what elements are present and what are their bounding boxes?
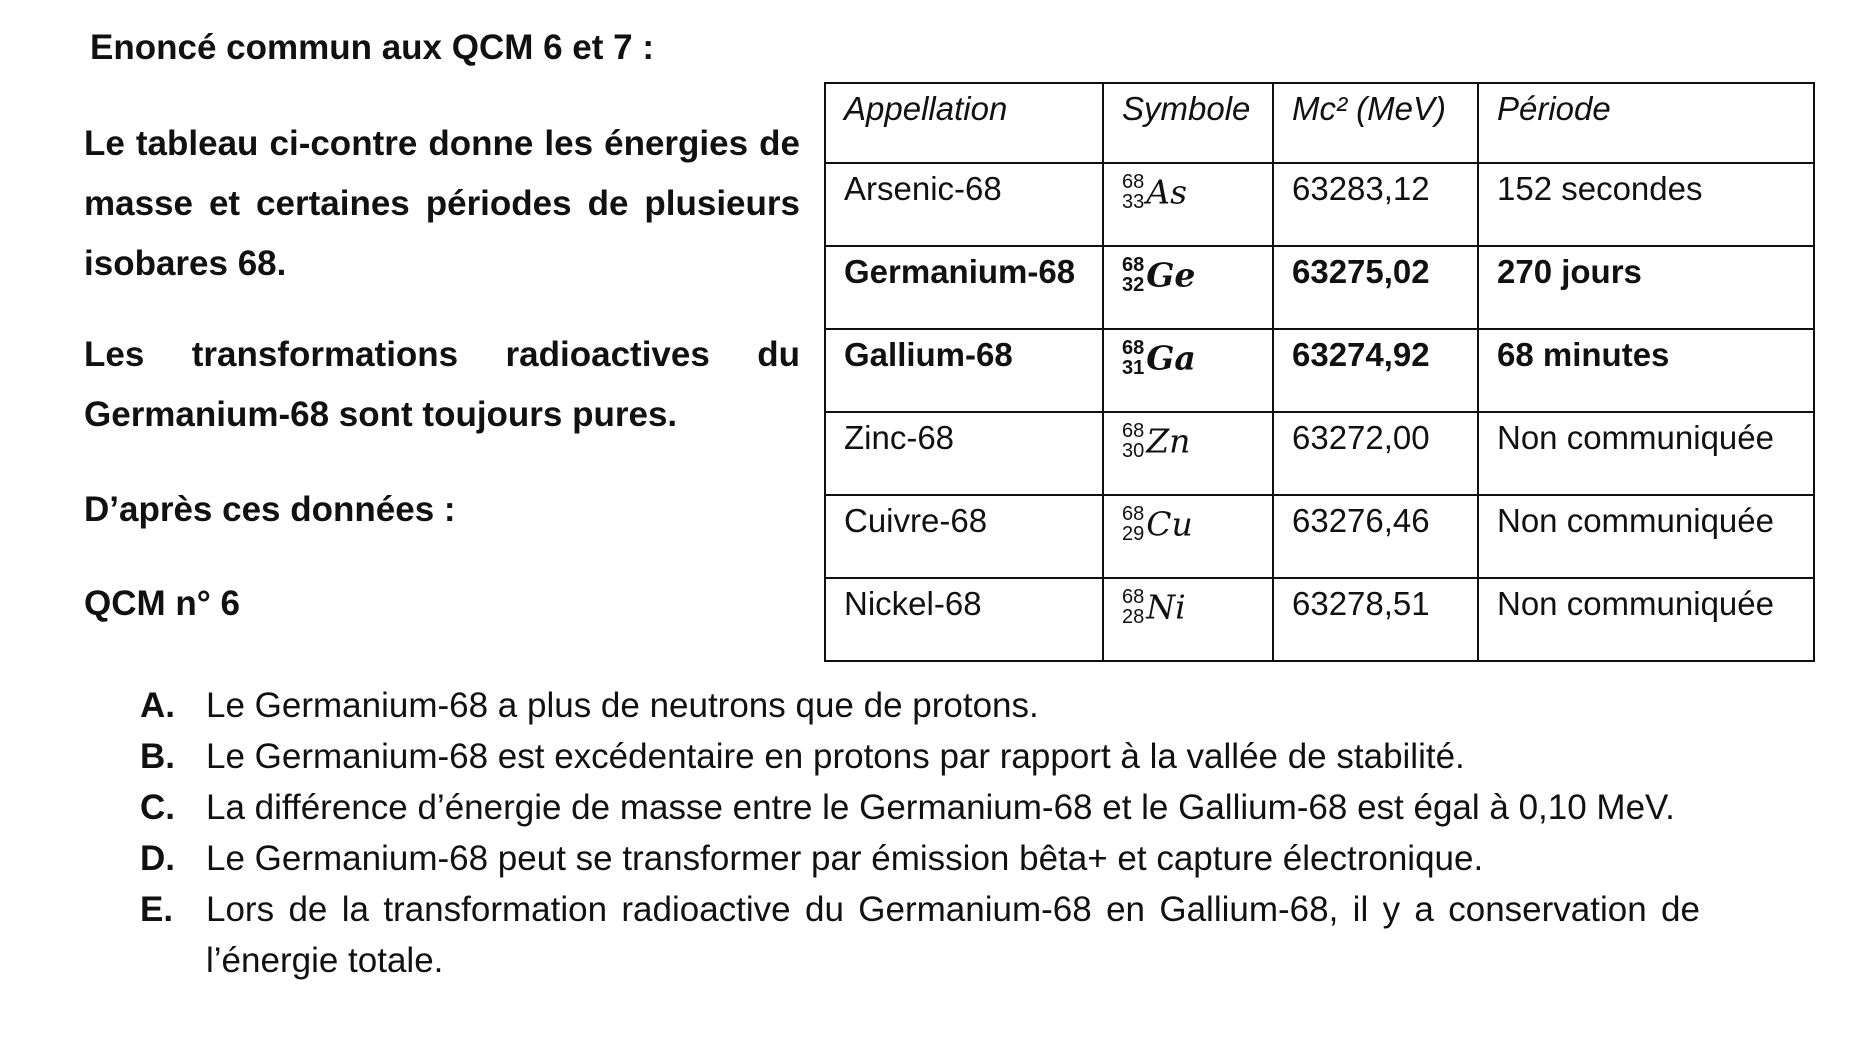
cell-energy: 63272,00 — [1273, 412, 1478, 495]
mass-number: 68 — [1122, 586, 1145, 608]
element-symbol: As — [1146, 172, 1188, 212]
cell-symbol — [1103, 578, 1273, 661]
header-symbole: Symbole — [1103, 83, 1273, 163]
table-row — [825, 246, 1814, 329]
table-row — [825, 495, 1814, 578]
cell-energy: 63276,46 — [1273, 495, 1478, 578]
mass-number: 68 — [1122, 420, 1145, 442]
cell-energy: 63278,51 — [1273, 578, 1478, 661]
mass-number: 68 — [1122, 171, 1145, 193]
element-symbol: Cu — [1146, 504, 1193, 544]
answer-text: Le Germanium-68 est excédentaire en protons par rapport à la vallée de stabilité. — [206, 737, 1465, 776]
cell-period: 68 minutes — [1478, 329, 1814, 412]
answer-letter: E. — [140, 890, 174, 929]
answer-letter: C. — [140, 788, 175, 827]
answer-text: La différence d’énergie de masse entre le Germanium-68 et le Gallium-68 est égal à 0,10 MeV. — [206, 788, 1675, 827]
element-symbol: Zn — [1146, 421, 1191, 461]
cell-period: 270 jours — [1478, 246, 1814, 329]
cell-period: Non communiquée — [1478, 495, 1814, 578]
table-row — [825, 578, 1814, 661]
element-symbol: Ge — [1146, 255, 1196, 295]
atomic-number: 33 — [1122, 191, 1145, 213]
table-row — [825, 329, 1814, 412]
isobar-table — [824, 82, 1815, 662]
answer-c — [140, 782, 1700, 833]
answer-text: Le Germanium-68 peut se transformer par émission bêta+ et capture électronique. — [206, 839, 1484, 878]
cell-name: Nickel-68 — [825, 578, 1103, 661]
answer-text: Lors de la transformation radioactive du Germanium-68 en Gallium-68, il y a conservation de l’énergie totale. — [206, 890, 1700, 980]
cell-name: Gallium-68 — [825, 329, 1103, 412]
answer-d — [140, 833, 1700, 884]
table-row — [825, 163, 1814, 246]
atomic-number: 29 — [1122, 523, 1145, 545]
table-header-row — [825, 83, 1814, 163]
answer-letter: D. — [140, 839, 175, 878]
answer-letter: B. — [140, 737, 175, 776]
answer-text: Le Germanium-68 a plus de neutrons que de protons. — [206, 686, 1039, 725]
answer-b — [140, 731, 1700, 782]
qcm-number: QCM n° 6 — [84, 584, 240, 623]
table-row — [825, 412, 1814, 495]
cell-period: Non communiquée — [1478, 578, 1814, 661]
mass-number: 68 — [1122, 337, 1145, 359]
header-period: Période — [1478, 83, 1814, 163]
cell-symbol — [1103, 412, 1273, 495]
intro-paragraph-table: Le tableau ci-contre donne les énergies de masse et certaines périodes de plusieurs isobares 68. — [84, 124, 800, 283]
cell-period: 152 secondes — [1478, 163, 1814, 246]
cell-symbol — [1103, 495, 1273, 578]
answer-letter: A. — [140, 686, 175, 725]
mass-number: 68 — [1122, 254, 1145, 276]
cell-name: Arsenic-68 — [825, 163, 1103, 246]
cell-symbol — [1103, 246, 1273, 329]
intro-paragraph-data: D’après ces données : — [84, 490, 456, 529]
cell-name: Cuivre-68 — [825, 495, 1103, 578]
atomic-number: 31 — [1122, 357, 1145, 379]
atomic-number: 30 — [1122, 440, 1145, 462]
element-symbol: Ni — [1146, 587, 1186, 627]
cell-name: Zinc-68 — [825, 412, 1103, 495]
cell-name: Germanium-68 — [825, 246, 1103, 329]
answer-e — [140, 884, 1700, 986]
answer-a — [140, 680, 1700, 731]
cell-energy: 63275,02 — [1273, 246, 1478, 329]
cell-period: Non communiquée — [1478, 412, 1814, 495]
atomic-number: 28 — [1122, 606, 1145, 628]
intro-paragraph-pure: Les transformations radioactives du Germanium-68 sont toujours pures. — [84, 335, 800, 434]
cell-energy: 63274,92 — [1273, 329, 1478, 412]
header-energy: Mc² (MeV) — [1273, 83, 1478, 163]
header-appellation: Appellation — [825, 83, 1103, 163]
statement-heading: Enoncé commun aux QCM 6 et 7 : — [90, 28, 654, 67]
answer-list — [140, 680, 1700, 986]
cell-symbol — [1103, 163, 1273, 246]
cell-symbol — [1103, 329, 1273, 412]
element-symbol: Ga — [1146, 338, 1196, 378]
mass-number: 68 — [1122, 503, 1145, 525]
cell-energy: 63283,12 — [1273, 163, 1478, 246]
atomic-number: 32 — [1122, 274, 1145, 296]
